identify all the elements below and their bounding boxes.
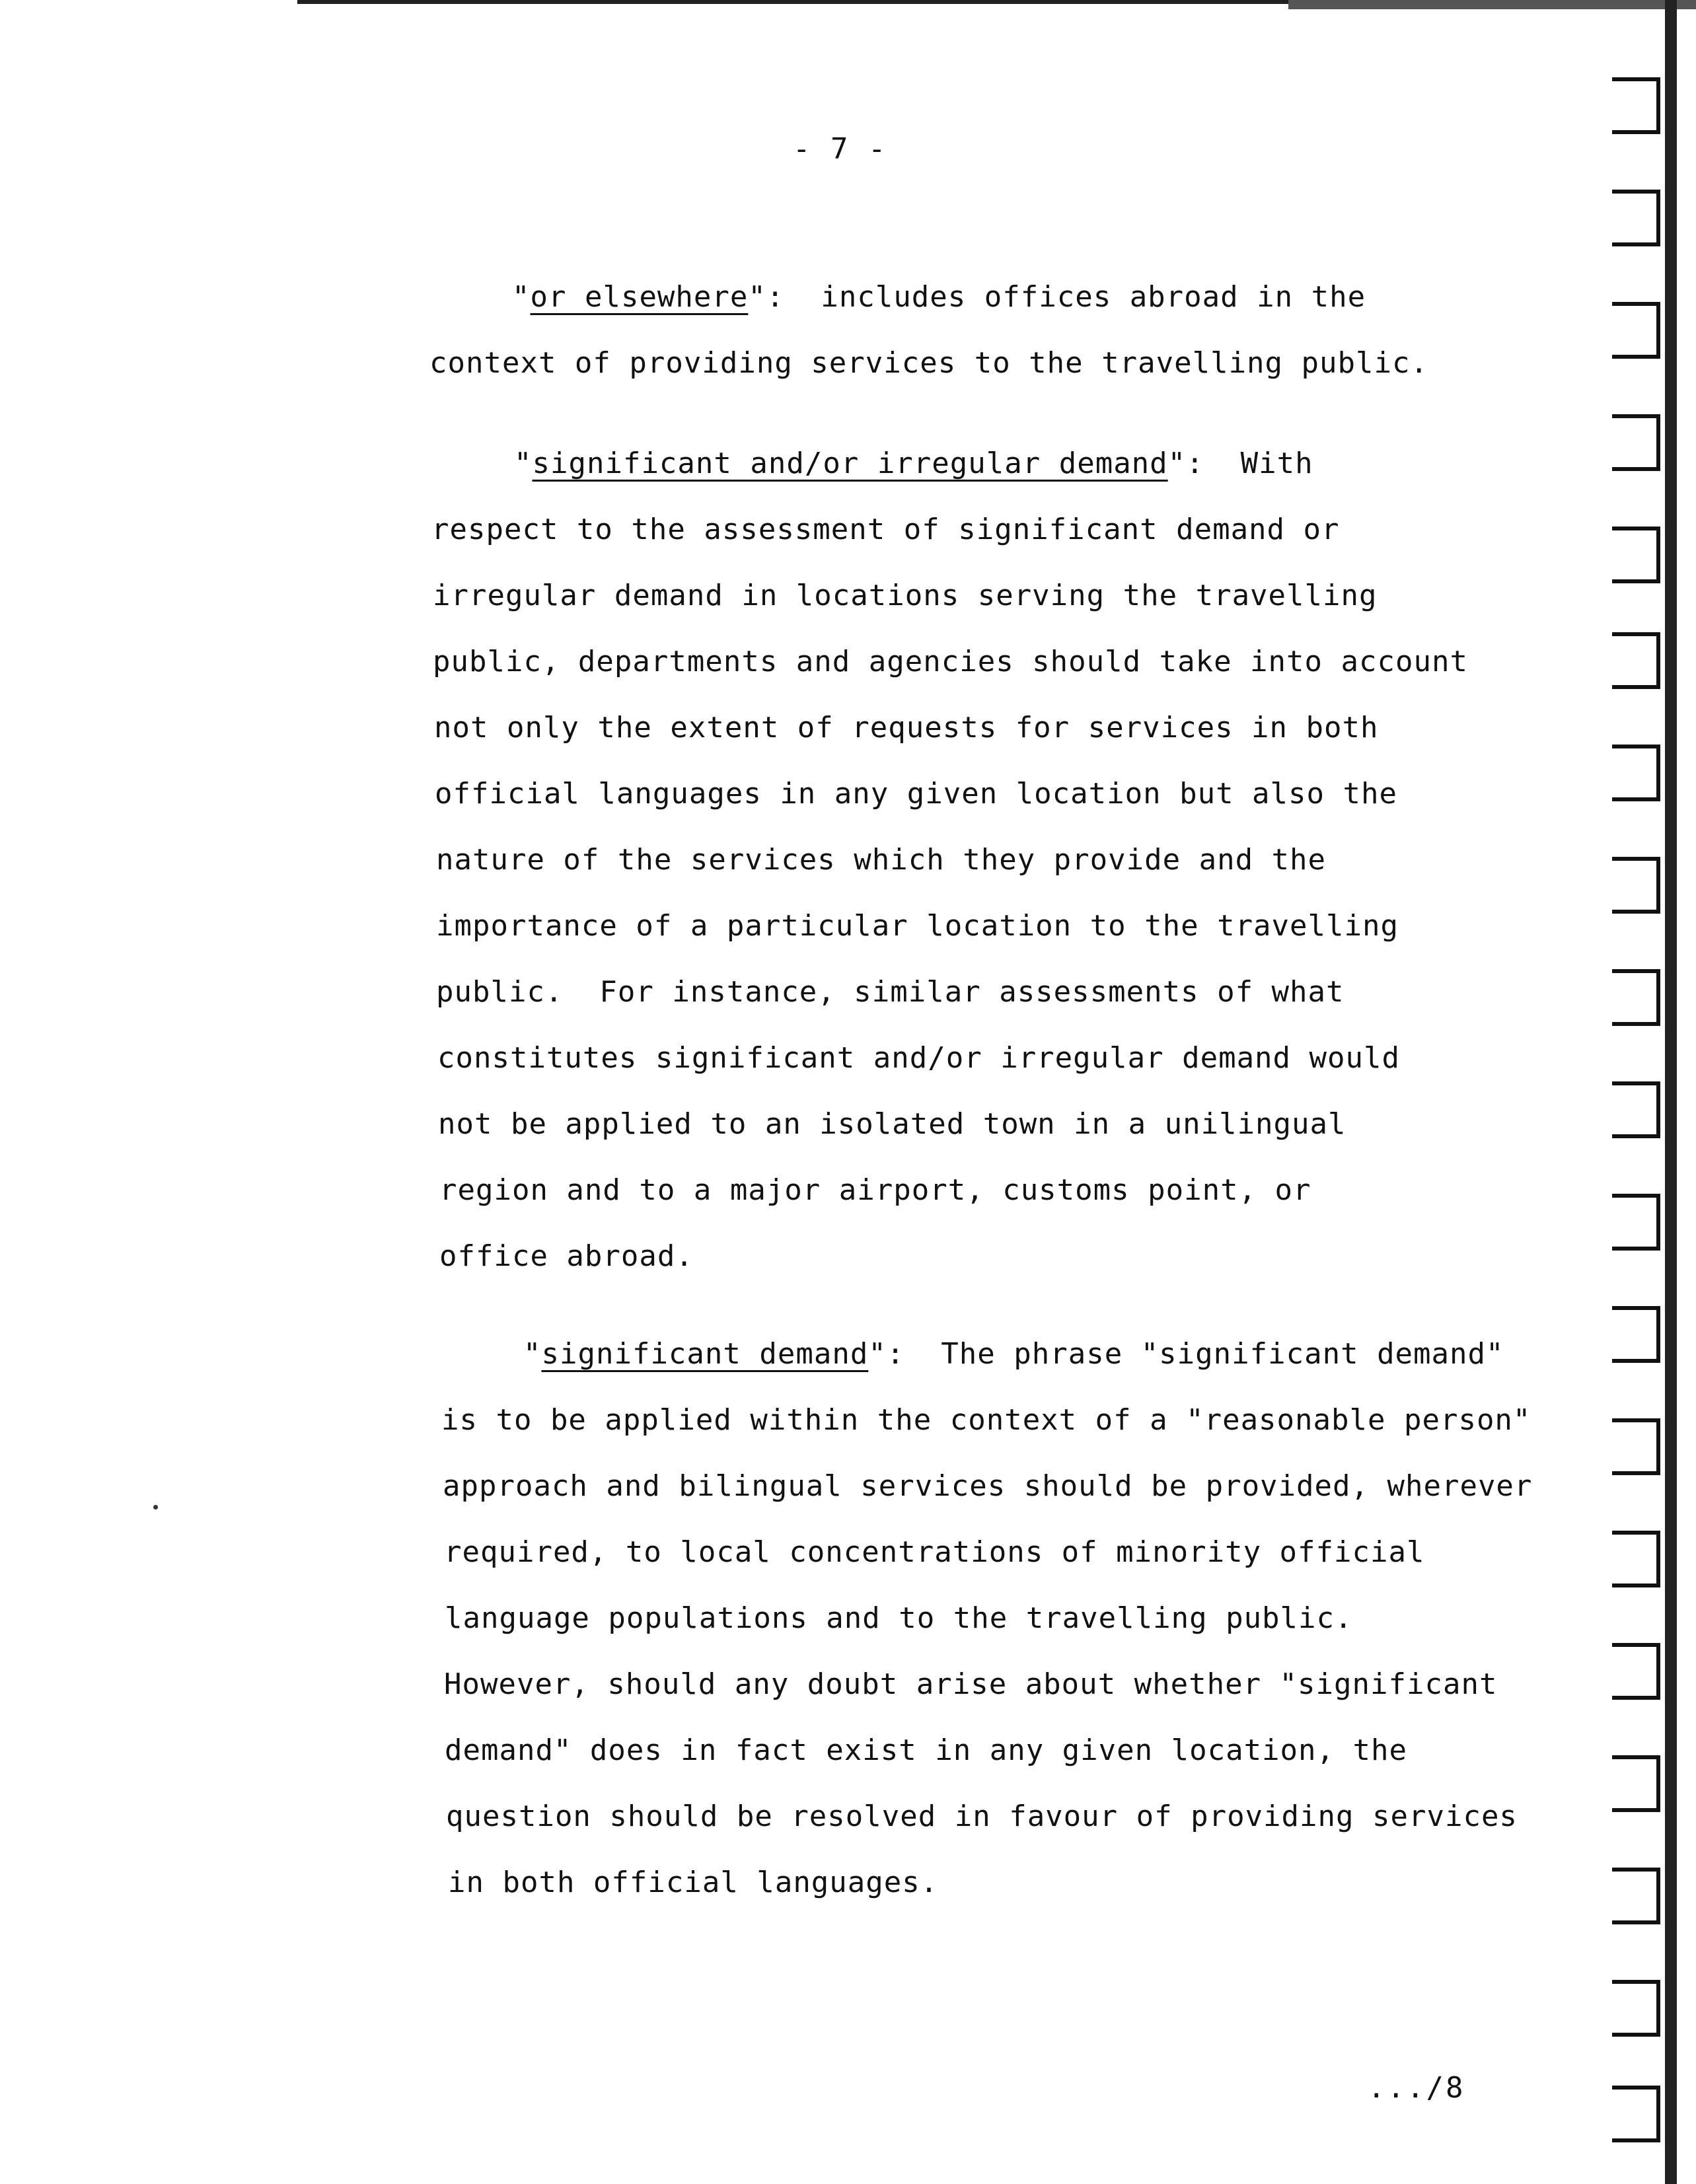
definition-line: public. For instance, similar assessments of what <box>436 975 1345 1009</box>
definition-line: office abroad. <box>439 1239 694 1273</box>
definition-line: not be applied to an isolated town in a unilingual <box>438 1107 1346 1141</box>
defined-term: significant and/or irregular demand <box>532 447 1168 480</box>
definition-line: public, departments and agencies should take into account <box>433 645 1468 678</box>
definition-line: respect to the assessment of significant demand or <box>431 513 1340 546</box>
defined-term: significant demand <box>541 1337 869 1371</box>
definition-line: nature of the services which they provide and the <box>436 843 1327 877</box>
definition-line: constitutes significant and/or irregular demand would <box>437 1041 1400 1075</box>
definition-line: However, should any doubt arise about whether "significant <box>444 1667 1498 1701</box>
definition-line: irregular demand in locations serving the travelling <box>433 579 1378 612</box>
definition-line: is to be applied within the context of a "reasonable person" <box>441 1403 1531 1437</box>
scan-speck <box>153 1505 158 1510</box>
scan-top-edge <box>297 0 1696 9</box>
definition-line: official languages in any given location but also the <box>435 777 1397 811</box>
definition-line: context of providing services to the travelling public. <box>429 346 1428 380</box>
definition-line: region and to a major airport, customs point, or <box>439 1173 1311 1207</box>
definition-line: importance of a particular location to the travelling <box>436 909 1399 943</box>
definition-line: in both official languages. <box>448 1866 939 1899</box>
definition-line: includes offices abroad in the <box>821 280 1366 314</box>
definition-line: demand" does in fact exist in any given location, the <box>445 1733 1407 1767</box>
definition-line: The phrase "significant demand" <box>941 1337 1504 1371</box>
page-number: - 7 - <box>793 132 887 166</box>
continued-marker: .../8 <box>1368 2071 1465 2105</box>
definition-line: not only the extent of requests for services in both <box>434 711 1379 745</box>
definition-line: approach and bilingual services should be provided, wherever <box>443 1469 1533 1503</box>
defined-term: or elsewhere <box>530 280 749 314</box>
spiral-binding <box>1599 0 1696 2184</box>
definition-line: With <box>1240 447 1313 480</box>
definition-line: question should be resolved in favour of providing services <box>446 1800 1518 1833</box>
definition-line: required, to local concentrations of minority official <box>444 1535 1425 1569</box>
definition-line: language populations and to the travelling public. <box>445 1601 1353 1635</box>
